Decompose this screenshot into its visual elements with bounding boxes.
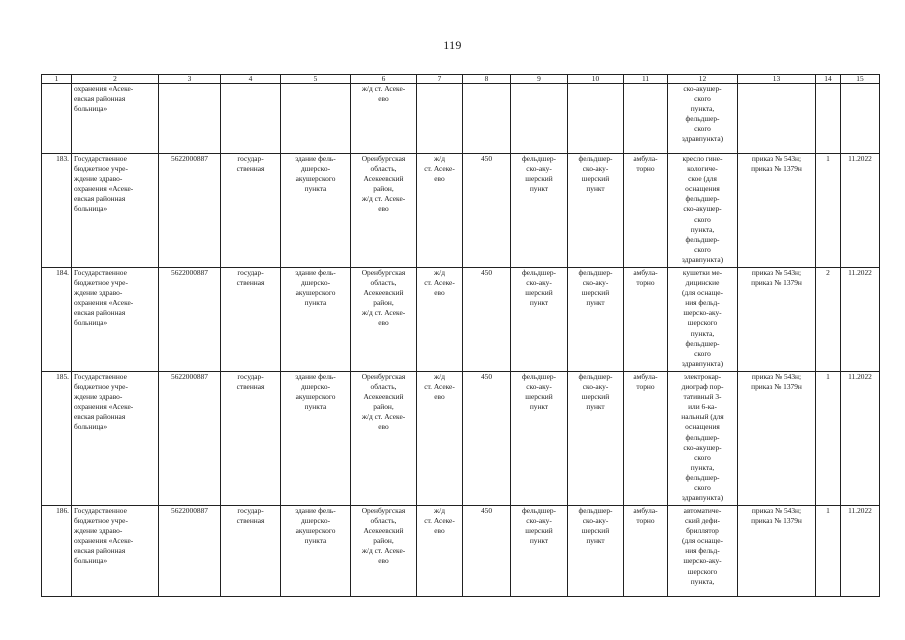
cell-value: 450 xyxy=(463,154,511,268)
cell-col10: фельдшер- ско-аку- шерский пункт xyxy=(568,154,624,268)
table-row xyxy=(42,268,880,372)
cell-building: здание фель- дшерско- акушерского пункта xyxy=(281,268,351,372)
cell-date: 11.2022 xyxy=(841,154,880,268)
table-row xyxy=(42,506,880,597)
cell-station: ж/д ст. Асеке- ево xyxy=(417,154,463,268)
cell-building: здание фель- дшерско- акушерского пункта xyxy=(281,154,351,268)
cell-inn: 5622000887 xyxy=(159,268,221,372)
cell-org: охранения «Асеке- евская районная больница» xyxy=(72,84,159,154)
cell-col9: фельдшер- ско-аку- шерский пункт xyxy=(511,268,568,372)
cell-orders: приказ № 543н; приказ № 1379н xyxy=(738,506,816,597)
cell-ownership: государ- ственная xyxy=(221,268,281,372)
cell-col10: фельдшер- ско-аку- шерский пункт xyxy=(568,506,624,597)
column-number: 7 xyxy=(417,75,463,84)
cell-station: ж/д ст. Асеке- ево xyxy=(417,372,463,506)
page-number: 119 xyxy=(443,38,462,52)
column-number: 12 xyxy=(668,75,738,84)
column-number: 8 xyxy=(463,75,511,84)
cell-col9: фельдшер- ско-аку- шерский пункт xyxy=(511,372,568,506)
cell-ownership: государ- ственная xyxy=(221,154,281,268)
column-number: 15 xyxy=(841,75,880,84)
cell-date: 11.2022 xyxy=(841,268,880,372)
cell-num xyxy=(42,84,72,154)
cell-building: здание фель- дшерско- акушерского пункта xyxy=(281,372,351,506)
column-number: 4 xyxy=(221,75,281,84)
column-number: 3 xyxy=(159,75,221,84)
cell-equipment: кресло гине- кологиче- ское (для оснащения фельдшер- ско-акушер- ского пункта, фельдшер- ского здравпункта) xyxy=(668,154,738,268)
cell-col9 xyxy=(511,84,568,154)
cell-address: Оренбургская область, Асекеевский район, ж/д ст. Асеке- ево xyxy=(351,372,417,506)
column-number: 13 xyxy=(738,75,816,84)
cell-equipment: ско-акушер- ского пункта, фельдшер- ского здравпункта) xyxy=(668,84,738,154)
cell-inn xyxy=(159,84,221,154)
cell-address: Оренбургская область, Асекеевский район, ж/д ст. Асеке- ево xyxy=(351,506,417,597)
cell-org: Государственное бюджетное учре- ждение здраво- охранения «Асеке- евская районная больница» xyxy=(72,268,159,372)
cell-value: 450 xyxy=(463,268,511,372)
cell-address: Оренбургская область, Асекеевский район, ж/д ст. Асеке- ево xyxy=(351,154,417,268)
cell-inn: 5622000887 xyxy=(159,372,221,506)
cell-qty: 1 xyxy=(816,154,841,268)
cell-inn: 5622000887 xyxy=(159,506,221,597)
cell-num: 183. xyxy=(42,154,72,268)
cell-col9: фельдшер- ско-аку- шерский пункт xyxy=(511,506,568,597)
cell-col10: фельдшер- ско-аку- шерский пункт xyxy=(568,372,624,506)
cell-value: 450 xyxy=(463,506,511,597)
cell-qty xyxy=(816,84,841,154)
cell-qty: 1 xyxy=(816,372,841,506)
cell-qty: 2 xyxy=(816,268,841,372)
cell-building: здание фель- дшерско- акушерского пункта xyxy=(281,506,351,597)
column-number: 6 xyxy=(351,75,417,84)
cell-date xyxy=(841,84,880,154)
cell-col11 xyxy=(624,84,668,154)
cell-ownership: государ- ственная xyxy=(221,372,281,506)
column-number: 10 xyxy=(568,75,624,84)
cell-address: ж/д ст. Асеке- ево xyxy=(351,84,417,154)
cell-col11: амбула- торно xyxy=(624,154,668,268)
cell-orders: приказ № 543н; приказ № 1379н xyxy=(738,154,816,268)
column-number: 14 xyxy=(816,75,841,84)
cell-ownership: государ- ственная xyxy=(221,506,281,597)
table-row xyxy=(42,372,880,506)
cell-date: 11.2022 xyxy=(841,506,880,597)
cell-col9: фельдшер- ско-аку- шерский пункт xyxy=(511,154,568,268)
column-number: 1 xyxy=(42,75,72,84)
cell-col10 xyxy=(568,84,624,154)
cell-ownership xyxy=(221,84,281,154)
cell-inn: 5622000887 xyxy=(159,154,221,268)
cell-num: 185. xyxy=(42,372,72,506)
cell-equipment: кушетки ме- дицинские (для оснаще- ния фельд- шерско-аку- шерского пункта, фельдшер- ского здравпункта) xyxy=(668,268,738,372)
cell-equipment: электрокар- диограф пор- тативный 3- или 6-ка- нальный (для оснащения фельдшер- ско-акушер- ского пункта, фельдшер- ского здравпункта) xyxy=(668,372,738,506)
register-table xyxy=(41,74,880,597)
cell-station: ж/д ст. Асеке- ево xyxy=(417,268,463,372)
cell-value xyxy=(463,84,511,154)
cell-station xyxy=(417,84,463,154)
cell-date: 11.2022 xyxy=(841,372,880,506)
cell-station: ж/д ст. Асеке- ево xyxy=(417,506,463,597)
cell-num: 186. xyxy=(42,506,72,597)
cell-orders xyxy=(738,84,816,154)
cell-org: Государственное бюджетное учре- ждение здраво- охранения «Асеке- евская районная больница» xyxy=(72,372,159,506)
cell-num: 184. xyxy=(42,268,72,372)
table-row xyxy=(42,154,880,268)
cell-col11: амбула- торно xyxy=(624,372,668,506)
column-number: 5 xyxy=(281,75,351,84)
cell-orders: приказ № 543н; приказ № 1379н xyxy=(738,268,816,372)
cell-orders: приказ № 543н; приказ № 1379н xyxy=(738,372,816,506)
cell-value: 450 xyxy=(463,372,511,506)
cell-building xyxy=(281,84,351,154)
column-number: 11 xyxy=(624,75,668,84)
cell-equipment: автоматиче- ский дефи- бриллятор (для оснаще- ния фельд- шерско-аку- шерского пункта, xyxy=(668,506,738,597)
column-number-row xyxy=(42,75,880,84)
column-number: 2 xyxy=(72,75,159,84)
cell-col11: амбула- торно xyxy=(624,268,668,372)
cell-org: Государственное бюджетное учре- ждение здраво- охранения «Асеке- евская районная больница» xyxy=(72,506,159,597)
continuation-row xyxy=(42,84,880,154)
cell-col11: амбула- торно xyxy=(624,506,668,597)
cell-org: Государственное бюджетное учре- ждение здраво- охранения «Асеке- евская районная больница» xyxy=(72,154,159,268)
cell-qty: 1 xyxy=(816,506,841,597)
cell-col10: фельдшер- ско-аку- шерский пункт xyxy=(568,268,624,372)
cell-address: Оренбургская область, Асекеевский район, ж/д ст. Асеке- ево xyxy=(351,268,417,372)
column-number: 9 xyxy=(511,75,568,84)
